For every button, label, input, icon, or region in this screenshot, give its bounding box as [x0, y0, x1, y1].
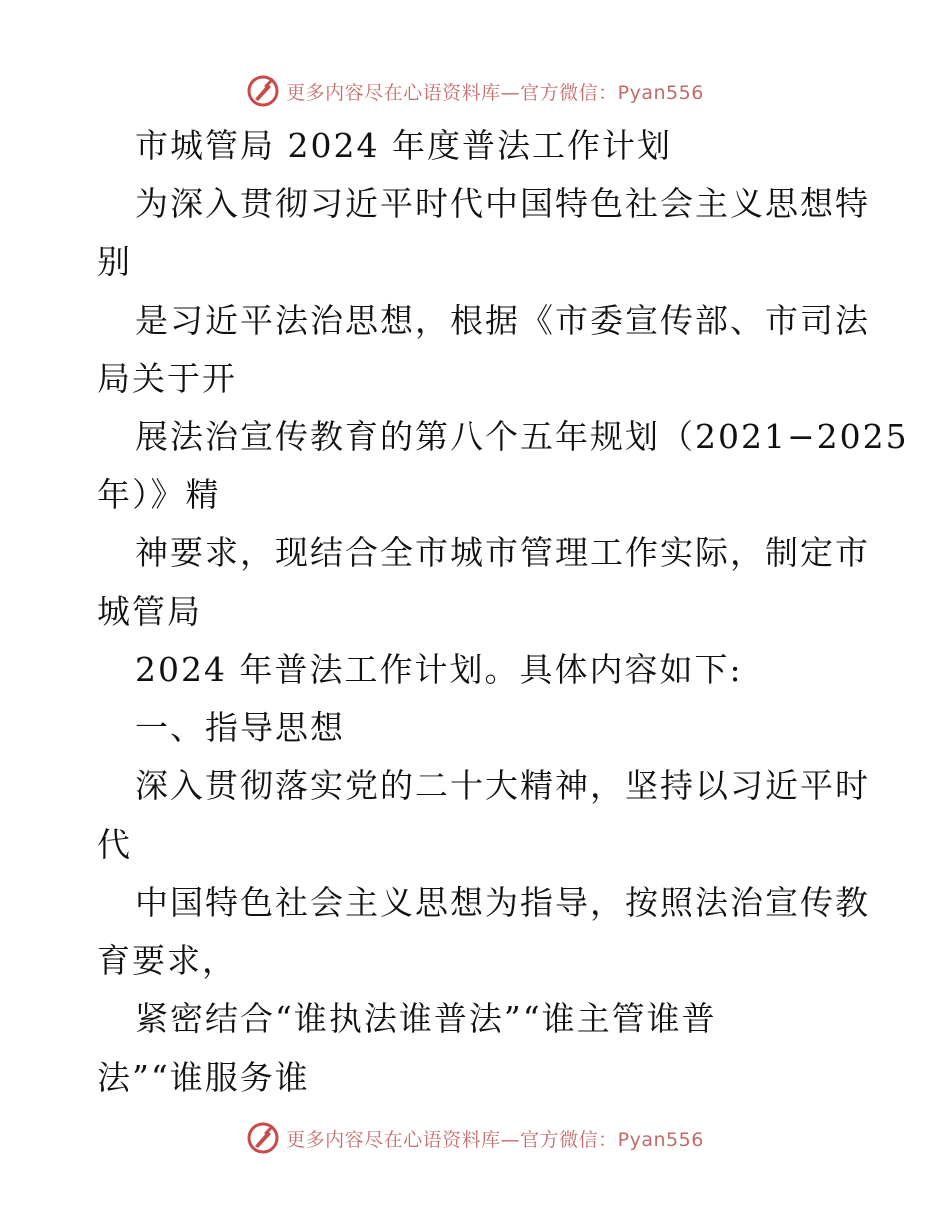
- text-line: 城管局: [97, 592, 202, 631]
- text-line: 年）》精: [97, 475, 221, 514]
- watermark-text: 更多内容尽在心语资料库—官方微信：Pyan556: [286, 1128, 704, 1151]
- pen-logo-icon: [246, 74, 280, 108]
- section-heading: 一、指导思想: [135, 708, 345, 747]
- text-line: 深入贯彻落实党的二十大精神，坚持以习近平时: [135, 766, 870, 805]
- text-line: 法”“谁服务谁: [97, 1058, 310, 1097]
- watermark-footer: [0, 1118, 950, 1158]
- text-line: 中国特色社会主义思想为指导，按照法治宣传教: [135, 883, 870, 922]
- text-line: 育要求，: [97, 941, 237, 980]
- document-title: 市城管局 2024 年度普法工作计划: [135, 126, 672, 165]
- text-line: 是习近平法治思想，根据《市委宣传部、市司法: [135, 301, 870, 340]
- text-line: 展法治宣传教育的第八个五年规划（2021−2025: [135, 417, 909, 456]
- text-line: 局关于开: [97, 359, 237, 398]
- text-line: 代: [97, 825, 132, 864]
- text-line: 2024 年普法工作计划。具体内容如下:: [135, 650, 743, 689]
- watermark-text: 更多内容尽在心语资料库—官方微信：Pyan556: [286, 81, 704, 104]
- watermark-header: [0, 71, 950, 111]
- text-line: 神要求，现结合全市城市管理工作实际，制定市: [135, 533, 870, 572]
- text-line: 别: [97, 242, 132, 281]
- pen-logo-icon: [246, 1121, 280, 1155]
- text-line: 为深入贯彻习近平时代中国特色社会主义思想特: [135, 184, 870, 223]
- text-line: 紧密结合“谁执法谁普法”“谁主管谁普: [135, 999, 717, 1038]
